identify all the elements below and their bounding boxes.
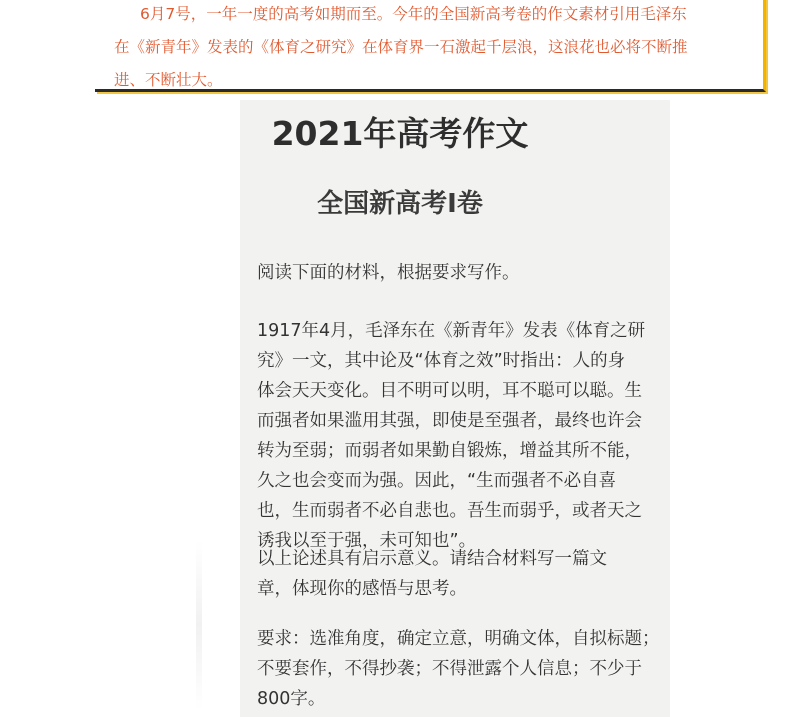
requirement-line: 800字。 — [257, 689, 326, 709]
exam-prompt — [257, 544, 657, 604]
material-line: 体会天天变化。目不明可以明，耳不聪可以聪。生 — [257, 381, 642, 401]
material-line: 诱我以至于强，未可知也”。 — [257, 531, 477, 551]
intro-line-1: 6月7号，一年一度的高考如期而至。今年的全国新高考卷的作文素材引用毛泽东 — [140, 5, 687, 23]
page-edge-shadow — [196, 540, 202, 710]
exam-instruction: 阅读下面的材料，根据要求写作。 — [257, 263, 520, 283]
material-line: 转为至弱；而弱者如果勤自锻炼，增益其所不能， — [257, 441, 642, 461]
intro-line-2: 在《新青年》发表的《体育之研究》在体育界一石激起千层浪，这浪花也必将不断推 — [114, 38, 688, 56]
material-line: 究》一文，其中论及“体育之效”时指出：人的身 — [257, 351, 626, 371]
prompt-line: 章，体现你的感悟与思考。 — [257, 579, 467, 599]
intro-line-3: 进、不断壮大。 — [114, 71, 223, 89]
exam-material — [257, 316, 657, 556]
material-line: 久之也会变而为强。因此，“生而强者不必自喜 — [257, 471, 617, 491]
material-line: 1917年4月，毛泽东在《新青年》发表《体育之研 — [257, 321, 646, 341]
intro-paragraph — [114, 0, 760, 97]
exam-title: 2021年高考作文 — [271, 114, 529, 153]
material-line: 而强者如果滥用其强，即使是至强者，最终也许会 — [257, 411, 642, 431]
prompt-line: 以上论述具有启示意义。请结合材料写一篇文 — [257, 549, 607, 569]
exam-requirements — [257, 624, 660, 714]
material-line: 也，生而弱者不必自悲也。吾生而弱乎，或者天之 — [257, 501, 642, 521]
requirement-line: 要求：选准角度，确定立意，明确文体，自拟标题； — [257, 629, 660, 649]
requirement-line: 不要套作，不得抄袭；不得泄露个人信息；不少于 — [257, 659, 642, 679]
exam-subtitle: 全国新高考Ⅰ卷 — [317, 189, 483, 219]
